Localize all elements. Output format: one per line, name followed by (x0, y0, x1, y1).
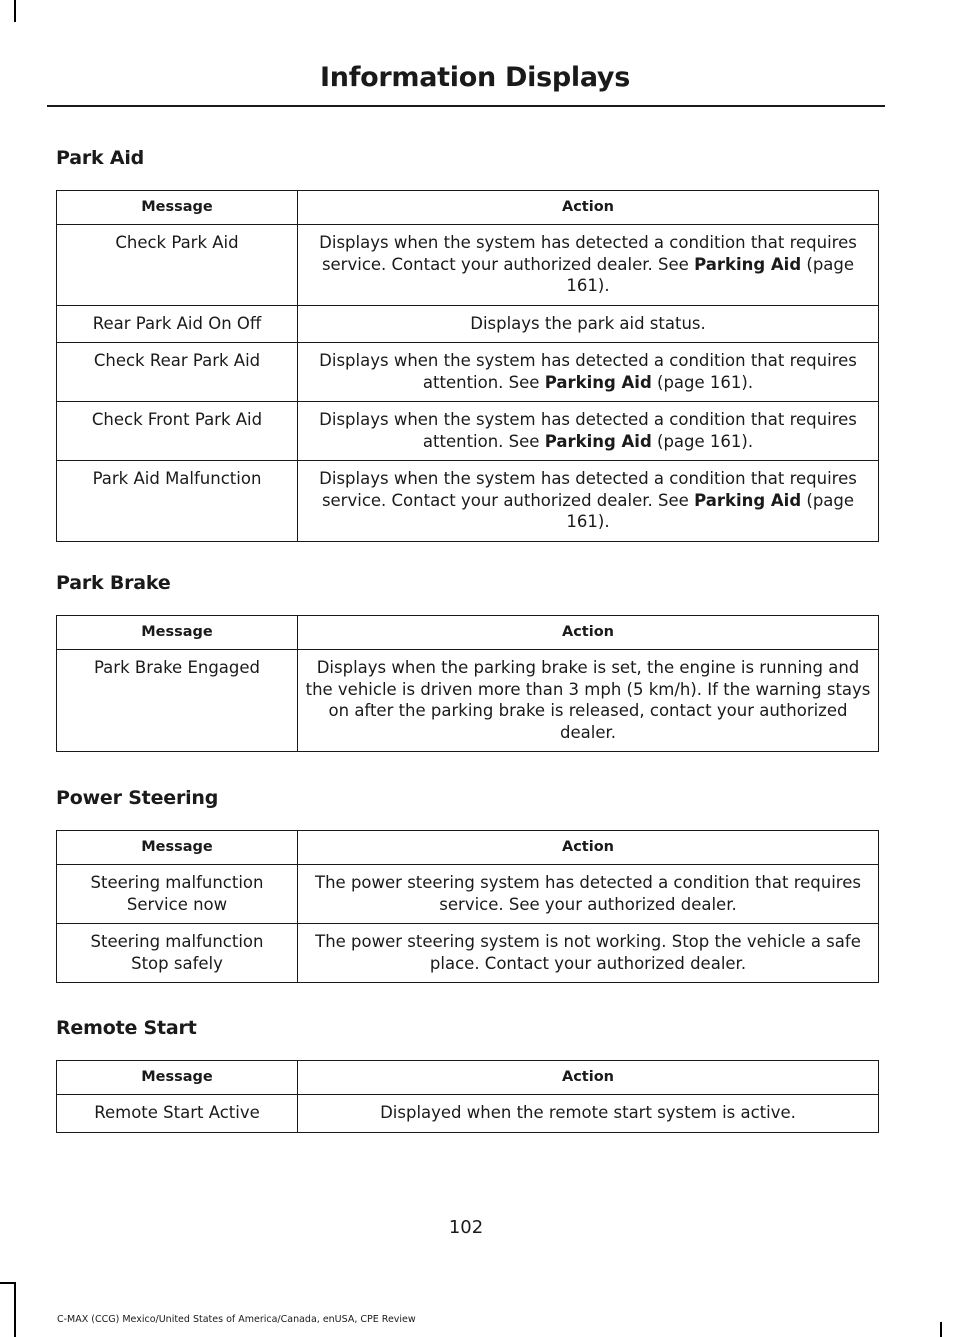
action-cell: Displayed when the remote start system is active. (298, 1095, 879, 1133)
crop-mark-top-left-v (14, 0, 16, 22)
action-cell: Displays when the parking brake is set, the engine is running and the vehicle is driven more than 3 mph (5 km/h). If the warning stays on after the parking brake is released, contact your authorized dealer. (298, 650, 879, 752)
column-header-action: Action (298, 1061, 879, 1095)
cross-reference-link[interactable]: Parking Aid (694, 490, 802, 510)
column-header-action: Action (298, 831, 879, 865)
message-line: Steering malfunction (90, 873, 264, 892)
action-cell: The power steering system is not working. Stop the vehicle a safe place. Contact your authorized dealer. (298, 924, 879, 983)
park-aid-table (56, 190, 879, 542)
column-header-message: Message (57, 191, 298, 225)
power-steering-table (56, 830, 879, 983)
message-line: Stop safely (131, 953, 223, 973)
crop-mark-bottom-left-h (0, 1282, 16, 1284)
message-line: Steering malfunction (90, 932, 264, 951)
table-row (57, 225, 879, 306)
action-cell (298, 343, 879, 402)
column-header-action: Action (298, 616, 879, 650)
action-text: Displays when the system has detected a condition that requires attention. See (319, 410, 857, 451)
table-row (57, 305, 879, 343)
column-header-message: Message (57, 831, 298, 865)
crop-mark-bottom-right-v (940, 1322, 942, 1337)
message-cell: Park Aid Malfunction (57, 461, 298, 542)
section-title-park-brake: Park Brake (56, 572, 171, 594)
table-header-row (57, 191, 879, 225)
action-text: Displays when the system has detected a condition that requires attention. See (319, 351, 857, 392)
column-header-action: Action (298, 191, 879, 225)
message-cell: Check Park Aid (57, 225, 298, 306)
message-cell: Check Front Park Aid (57, 402, 298, 461)
action-cell: The power steering system has detected a condition that requires service. See your authorized dealer. (298, 865, 879, 924)
message-cell: Park Brake Engaged (57, 650, 298, 752)
table-header-row (57, 616, 879, 650)
page-number: 102 (448, 1217, 484, 1238)
message-cell: Remote Start Active (57, 1095, 298, 1133)
park-brake-table (56, 615, 879, 752)
title-divider (47, 105, 885, 107)
section-title-park-aid: Park Aid (56, 147, 145, 169)
section-title-power-steering: Power Steering (56, 787, 219, 809)
page-reference: (page 161). (566, 490, 855, 531)
cross-reference-link[interactable]: Parking Aid (544, 372, 652, 392)
action-cell: Displays the park aid status. (298, 305, 879, 343)
action-text: Displays when the system has detected a condition that requires service. Contact your authorized dealer. See (319, 469, 857, 510)
message-cell (57, 865, 298, 924)
message-cell (57, 924, 298, 983)
section-title-remote-start: Remote Start (56, 1017, 197, 1039)
page-reference: (page 161). (651, 372, 754, 392)
column-header-message: Message (57, 1061, 298, 1095)
page-title: Information Displays (320, 62, 630, 93)
message-line: Service now (126, 894, 228, 914)
column-header-message: Message (57, 616, 298, 650)
cross-reference-link[interactable]: Parking Aid (544, 431, 652, 451)
table-row (57, 650, 879, 752)
table-header-row (57, 1061, 879, 1095)
action-cell (298, 461, 879, 542)
table-row (57, 461, 879, 542)
table-row (57, 865, 879, 924)
message-cell: Check Rear Park Aid (57, 343, 298, 402)
remote-start-table (56, 1060, 879, 1133)
table-row (57, 924, 879, 983)
action-cell (298, 225, 879, 306)
document-footer: C-MAX (CCG) Mexico/United States of America/Canada, enUSA, CPE Review (57, 1314, 416, 1325)
table-row (57, 402, 879, 461)
action-text: Displays when the system has detected a condition that requires service. Contact your authorized dealer. See (319, 233, 857, 274)
message-cell: Rear Park Aid On Off (57, 305, 298, 343)
action-cell (298, 402, 879, 461)
table-row (57, 343, 879, 402)
page-reference: (page 161). (651, 431, 754, 451)
cross-reference-link[interactable]: Parking Aid (694, 254, 802, 274)
table-row (57, 1095, 879, 1133)
crop-mark-bottom-left-v (14, 1282, 16, 1337)
page-reference: (page 161). (566, 254, 855, 295)
table-header-row (57, 831, 879, 865)
